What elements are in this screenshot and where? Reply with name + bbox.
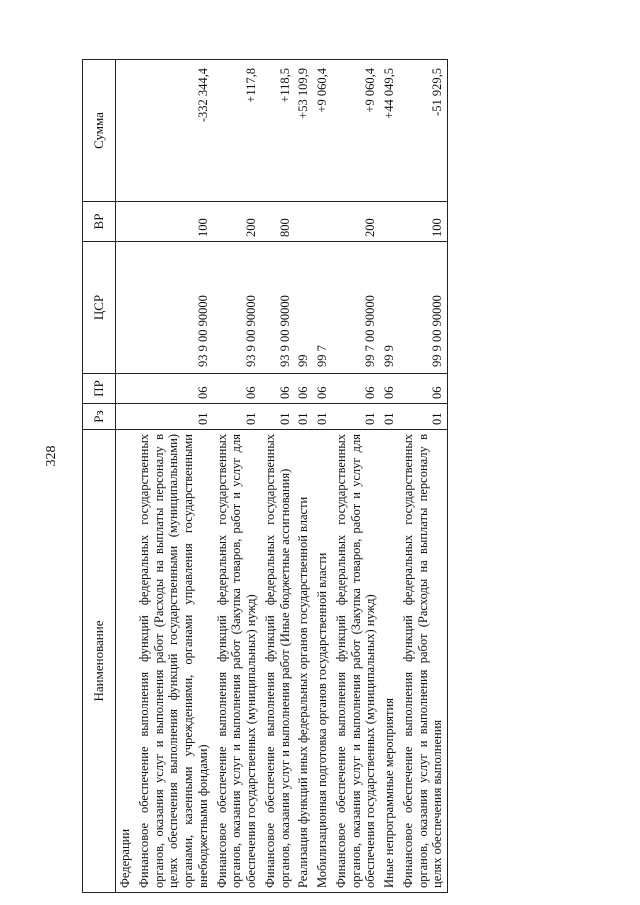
row-name: Финансовое обеспечение выполнения функций федеральных государственных органов, оказания услуг и выполнения работ (Расходы на выплаты персоналу в целях обеспечения выполнения функций государственными (муниципальными) органами, казенными учреждениями, органами управления государственными внебюджетными фондами) xyxy=(135,430,213,893)
row-pr: 06 xyxy=(332,374,380,404)
row-vr xyxy=(313,202,332,242)
row-csr: 99 xyxy=(294,242,313,374)
row-rz: 01 xyxy=(294,404,313,430)
row-pr: 06 xyxy=(313,374,332,404)
table-row xyxy=(135,60,213,893)
header-vr: ВР xyxy=(83,202,116,242)
row-rz: 01 xyxy=(313,404,332,430)
row-sum: +9 060,4 xyxy=(313,60,332,202)
row-name: Мобилизационная подготовка органов государственной власти xyxy=(313,430,332,893)
row-rz: 01 xyxy=(399,404,448,430)
row-pr: 06 xyxy=(135,374,213,404)
row-vr: 800 xyxy=(261,202,295,242)
table-row xyxy=(332,60,380,893)
row-sum: +53 109,9 xyxy=(294,60,313,202)
row-sum: +9 060,4 xyxy=(332,60,380,202)
row-name: Федерации xyxy=(116,430,135,893)
row-name: Финансовое обеспечение выполнения функций федеральных государственных органов, оказания услуг и выполнения работ (Расходы на выплаты персоналу в целях обеспечения выполнения xyxy=(399,430,448,893)
row-vr: 200 xyxy=(213,202,261,242)
row-name: Финансовое обеспечение выполнения функций федеральных государственных органов, оказания услуг и выполнения работ (Закупка товаров, работ и услуг для обеспечения государственных (муниципальных) нужд) xyxy=(213,430,261,893)
table-row xyxy=(213,60,261,893)
row-pr: 06 xyxy=(213,374,261,404)
row-rz xyxy=(116,404,135,430)
header-rz: Рз xyxy=(83,404,116,430)
row-rz: 01 xyxy=(135,404,213,430)
row-rz: 01 xyxy=(213,404,261,430)
row-name: Реализация функций иных федеральных органов государственной власти xyxy=(294,430,313,893)
row-csr: 93 9 00 90000 xyxy=(261,242,295,374)
row-csr: 93 9 00 90000 xyxy=(135,242,213,374)
row-pr: 06 xyxy=(294,374,313,404)
table-header-row xyxy=(83,60,116,893)
budget-table-page xyxy=(82,60,578,893)
row-sum: +117,8 xyxy=(213,60,261,202)
row-vr: 100 xyxy=(399,202,448,242)
row-name: Иные непрограммные мероприятия xyxy=(380,430,399,893)
row-pr: 06 xyxy=(399,374,448,404)
header-sum: Сумма xyxy=(83,60,116,202)
row-sum: +44 049,5 xyxy=(380,60,399,202)
row-rz: 01 xyxy=(380,404,399,430)
row-vr: 100 xyxy=(135,202,213,242)
page-number: 328 xyxy=(44,445,59,467)
row-csr: 99 9 00 90000 xyxy=(399,242,448,374)
row-csr xyxy=(116,242,135,374)
header-name: Наименование xyxy=(83,430,116,893)
table-row xyxy=(399,60,448,893)
row-vr xyxy=(380,202,399,242)
row-sum xyxy=(116,60,135,202)
row-sum: -51 929,5 xyxy=(399,60,448,202)
row-csr: 99 7 xyxy=(313,242,332,374)
row-csr: 99 7 00 90000 xyxy=(332,242,380,374)
row-pr: 06 xyxy=(380,374,399,404)
table-row xyxy=(294,60,313,893)
row-vr: 200 xyxy=(332,202,380,242)
table-row xyxy=(313,60,332,893)
budget-table xyxy=(82,59,448,893)
row-sum: +118,5 xyxy=(261,60,295,202)
row-csr: 99 9 xyxy=(380,242,399,374)
row-name: Финансовое обеспечение выполнения функций федеральных государственных органов, оказания услуг и выполнения работ (Закупка товаров, работ и услуг для обеспечения государственных (муниципальных) нужд) xyxy=(332,430,380,893)
table-row xyxy=(261,60,295,893)
row-rz: 01 xyxy=(261,404,295,430)
row-sum: -332 344,4 xyxy=(135,60,213,202)
row-name: Финансовое обеспечение выполнения функций федеральных государственных органов, оказания услуг и выполнения работ (Иные бюджетные ассигнования) xyxy=(261,430,295,893)
header-pr: ПР xyxy=(83,374,116,404)
row-pr: 06 xyxy=(261,374,295,404)
header-csr: ЦСР xyxy=(83,242,116,374)
row-csr: 93 9 00 90000 xyxy=(213,242,261,374)
row-rz: 01 xyxy=(332,404,380,430)
row-pr xyxy=(116,374,135,404)
table-row xyxy=(380,60,399,893)
row-vr xyxy=(294,202,313,242)
row-vr xyxy=(116,202,135,242)
table-row xyxy=(116,60,135,893)
